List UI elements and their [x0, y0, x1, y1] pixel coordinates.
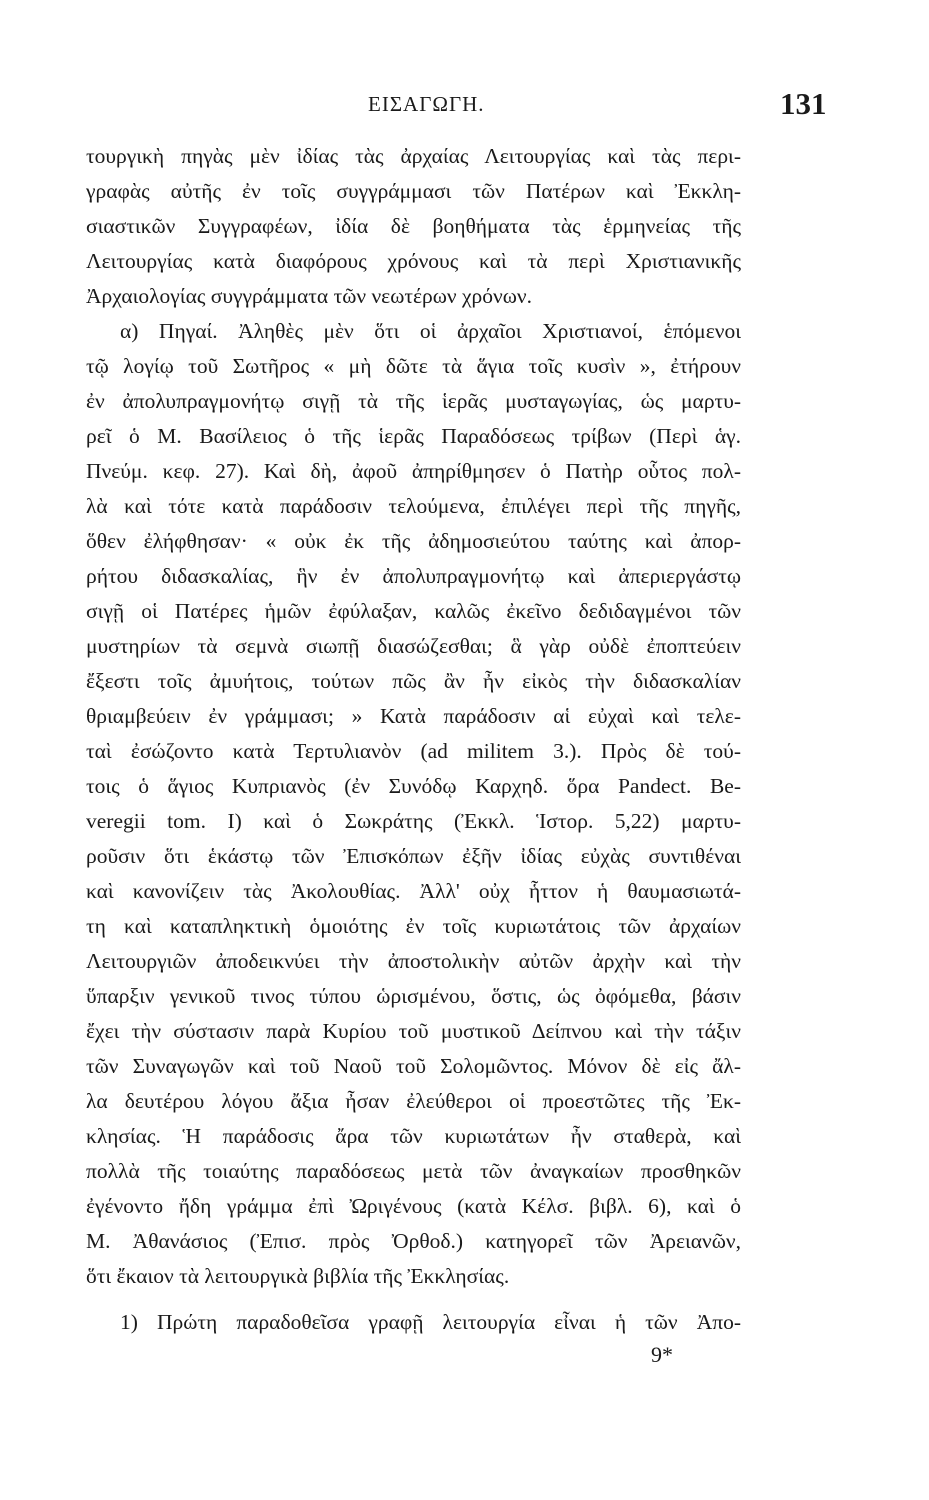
- page-number: 131: [780, 86, 827, 121]
- text-line: ἐγένοντο ἤδη γράμμα ἐπὶ Ὠριγένους (κατὰ Κέλσ. βιβλ. 6), καὶ ὁ: [86, 1194, 741, 1218]
- text-line: ὅθεν ἐλήφθησαν· « οὐκ ἐκ τῆς ἀδημοσιεύτου ταύτης καὶ ἀπορ-: [86, 529, 741, 553]
- text-line: ταὶ ἐσώζοντο κατὰ Τερτυλιανὸν (ad militem 3.). Πρὸς δὲ τού-: [86, 739, 741, 763]
- text-line: λα δευτέρου λόγου ἄξια ἦσαν ἐλεύθεροι οἱ προεστῶτες τῆς Ἐκ-: [86, 1089, 741, 1113]
- text-line: σιγῇ οἱ Πατέρες ἡμῶν ἐφύλαξαν, καλῶς ἐκεῖνο δεδιδαγμένοι τῶν: [86, 599, 741, 623]
- signature-mark: 9*: [651, 1342, 673, 1367]
- text-line: α) Πηγαί. Ἀληθὲς μὲν ὅτι οἱ ἀρχαῖοι Χριστιανοί, ἑπόμενοι: [120, 319, 741, 343]
- running-head: ΕΙΣΑΓΩΓΗ.: [368, 92, 485, 116]
- text-line: Λειτουργίας κατὰ διαφόρους χρόνους καὶ τὰ περὶ Χριστιανικῆς: [86, 249, 741, 273]
- text-line: τοις ὁ ἅγιος Κυπριανὸς (ἐν Συνόδῳ Καρχηδ. ὅρα Pandect. Be-: [86, 774, 741, 798]
- footnote: 1) Πρώτη παραδοθεῖσα γραφῇ λειτουργία εἶναι ἡ τῶν Ἀπο-: [120, 1310, 741, 1334]
- text-line: πολλὰ τῆς τοιαύτης παραδόσεως μετὰ τῶν ἀναγκαίων προσθηκῶν: [86, 1159, 741, 1183]
- text-line: ρεῖ ὁ Μ. Βασίλειος ὁ τῆς ἱερᾶς Παραδόσεως τρίβων (Περὶ ἁγ.: [86, 424, 741, 448]
- text-line: τη καὶ καταπληκτικὴ ὁμοιότης ἐν τοῖς κυριωτάτοις τῶν ἀρχαίων: [86, 914, 741, 938]
- text-line: ρήτου διδασκαλίας, ἣν ἐν ἀπολυπραγμονήτῳ καὶ ἀπεριεργάστῳ: [86, 564, 741, 588]
- text-line: ὅτι ἔκαιον τὰ λειτουργικὰ βιβλία τῆς Ἐκκλησίας.: [86, 1264, 510, 1288]
- text-line: τουργικὴ πηγὰς μὲν ἰδίας τὰς ἀρχαίας Λειτουργίας καὶ τὰς περι-: [86, 144, 741, 168]
- text-line: ἔξεστι τοῖς ἀμυήτοις, τούτων πῶς ἂν ἦν εἰκὸς τὴν διδασκαλίαν: [86, 669, 741, 693]
- text-line: Μ. Ἀθανάσιος (Ἐπισ. πρὸς Ὀρθοδ.) κατηγορεῖ τῶν Ἀρειανῶν,: [86, 1229, 741, 1253]
- text-line: θριαμβεύειν ἐν γράμμασι; » Κατὰ παράδοσιν αἱ εὐχαὶ καὶ τελε-: [86, 704, 741, 728]
- text-line: τῶν Συναγωγῶν καὶ τοῦ Ναοῦ τοῦ Σολομῶντος. Μόνον δὲ εἰς ἄλ-: [86, 1054, 741, 1078]
- text-line: ἐν ἀπολυπραγμονήτῳ σιγῇ τὰ τῆς ἱερᾶς μυσταγωγίας, ὡς μαρτυ-: [86, 389, 741, 413]
- text-line: καὶ κανονίζειν τὰς Ἀκολουθίας. Ἀλλ' οὐχ ἧττον ἡ θαυμασιωτά-: [86, 879, 741, 903]
- text-line: λὰ καὶ τότε κατὰ παράδοσιν τελούμενα, ἐπιλέγει περὶ τῆς πηγῆς,: [86, 494, 741, 518]
- text-line: γραφὰς αὐτῆς ἐν τοῖς συγγράμμασι τῶν Πατέρων καὶ Ἐκκλη-: [86, 179, 741, 203]
- text-line: μυστηρίων τὰ σεμνὰ σιωπῇ διασώζεσθαι; ἃ γὰρ οὐδὲ ἐποπτεύειν: [86, 634, 741, 658]
- text-line: ὕπαρξιν γενικοῦ τινος τύπου ὡρισμένου, ὅστις, ὡς ὀφόμεθα, βάσιν: [86, 984, 741, 1008]
- text-line: Πνεύμ. κεφ. 27). Καὶ δὴ, ἀφοῦ ἀπηρίθμησεν ὁ Πατὴρ οὗτος πολ-: [86, 459, 741, 483]
- text-line: σιαστικῶν Συγγραφέων, ἰδία δὲ βοηθήματα τὰς ἑρμηνείας τῆς: [86, 214, 741, 238]
- text-line: Λειτουργιῶν ἀποδεικνύει τὴν ἀποστολικὴν αὐτῶν ἀρχὴν καὶ τὴν: [86, 949, 741, 973]
- text-line: veregii tom. I) καὶ ὁ Σωκράτης (Ἐκκλ. Ἱστορ. 5,22) μαρτυ-: [86, 809, 741, 833]
- text-line: ροῦσιν ὅτι ἑκάστῳ τῶν Ἐπισκόπων ἐξῆν ἰδίας εὐχὰς συντιθέναι: [86, 844, 741, 868]
- text-line: κλησίας. Ἡ παράδοσις ἄρα τῶν κυριωτάτων ἦν σταθερὰ, καὶ: [86, 1124, 741, 1148]
- text-line: τῷ λογίῳ τοῦ Σωτῆρος « μὴ δῶτε τὰ ἅγια τοῖς κυσὶν », ἐτήρουν: [86, 354, 741, 378]
- text-line: ἔχει τὴν σύστασιν παρὰ Κυρίου τοῦ μυστικοῦ Δείπνου καὶ τὴν τάξιν: [86, 1019, 741, 1043]
- text-line: Ἀρχαιολογίας συγγράμματα τῶν νεωτέρων χρόνων.: [86, 284, 532, 308]
